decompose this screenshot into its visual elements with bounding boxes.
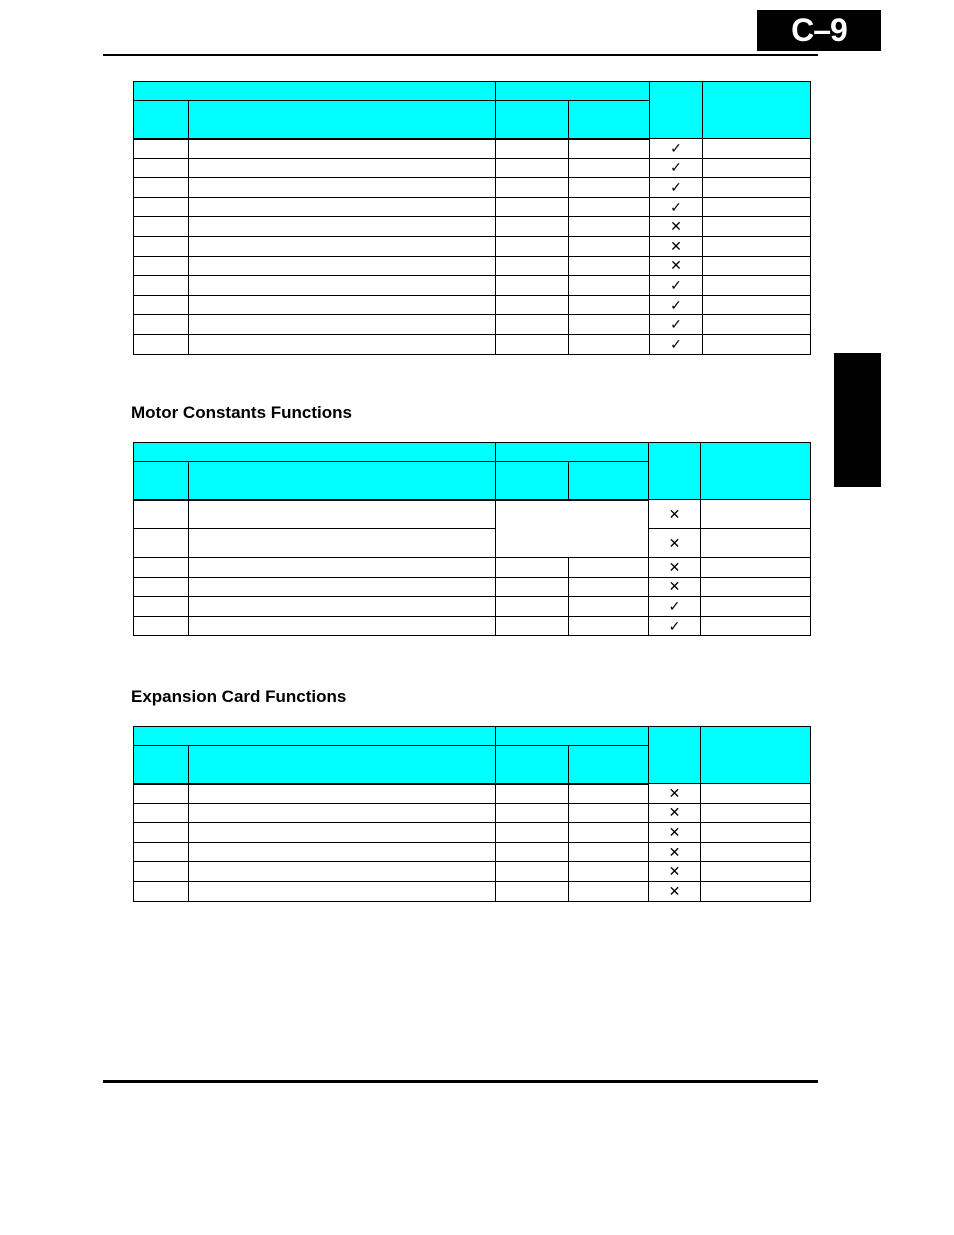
header-cell <box>496 101 569 139</box>
table-row <box>134 529 811 558</box>
header-cell <box>703 82 811 139</box>
table-row <box>134 577 811 597</box>
header-cell <box>189 462 496 500</box>
check-mark-icon: ✓ <box>670 296 682 313</box>
header-cell <box>569 746 649 784</box>
header-cell <box>134 462 189 500</box>
cross-mark-icon: ✕ <box>668 578 681 595</box>
header-cell <box>569 462 649 500</box>
table-row <box>134 803 811 823</box>
header-cell <box>649 727 701 784</box>
table-row <box>134 784 811 804</box>
top-rule <box>103 54 818 56</box>
check-mark-icon: ✓ <box>670 316 682 333</box>
check-mark-icon: ✓ <box>670 139 682 156</box>
header-cell <box>649 443 701 500</box>
section-title-motor-constants: Motor Constants Functions <box>131 403 352 422</box>
header-cell <box>134 727 496 746</box>
table-row <box>134 158 811 178</box>
table-row <box>134 842 811 862</box>
header-cell <box>701 727 811 784</box>
header-cell <box>569 101 650 139</box>
header-cell <box>134 443 496 462</box>
cross-mark-icon: ✕ <box>668 823 681 840</box>
header-cell <box>496 443 649 462</box>
bottom-rule <box>103 1080 818 1083</box>
table-row <box>134 139 811 159</box>
table-row <box>134 616 811 636</box>
chapter-side-tab <box>834 353 881 487</box>
table-row <box>134 500 811 529</box>
cross-mark-icon: ✕ <box>670 218 682 235</box>
table-row <box>134 295 811 315</box>
table-row <box>134 881 811 901</box>
check-mark-icon: ✓ <box>670 178 682 195</box>
check-mark-icon: ✓ <box>670 198 682 215</box>
header-cell <box>496 727 649 746</box>
table-row <box>134 276 811 296</box>
table-header-row <box>134 82 811 101</box>
parameter-table-2 <box>133 442 811 636</box>
cross-mark-icon: ✕ <box>668 804 681 821</box>
cross-mark-icon: ✕ <box>668 558 681 575</box>
cross-mark-icon: ✕ <box>668 505 681 522</box>
cross-mark-icon: ✕ <box>668 882 681 899</box>
section-title-expansion-card: Expansion Card Functions <box>131 687 347 706</box>
cross-mark-icon: ✕ <box>670 257 682 274</box>
header-cell <box>496 82 650 101</box>
table-row <box>134 862 811 882</box>
check-mark-icon: ✓ <box>670 335 682 352</box>
table-header-row <box>134 443 811 462</box>
header-cell <box>496 746 569 784</box>
header-cell <box>189 101 496 139</box>
cross-mark-icon: ✕ <box>668 843 681 860</box>
header-cell <box>189 746 496 784</box>
header-cell <box>650 82 703 139</box>
cross-mark-icon: ✕ <box>670 237 682 254</box>
table-row <box>134 197 811 217</box>
cross-mark-icon: ✕ <box>668 784 681 801</box>
check-mark-icon: ✓ <box>670 276 682 293</box>
header-cell <box>701 443 811 500</box>
check-mark-icon: ✓ <box>668 617 681 634</box>
table-row <box>134 256 811 276</box>
parameter-table-1 <box>133 81 811 355</box>
table-header-row <box>134 727 811 746</box>
header-cell <box>134 101 189 139</box>
table-row <box>134 315 811 335</box>
table-row <box>134 217 811 237</box>
table-row <box>134 597 811 617</box>
cross-mark-icon: ✕ <box>668 863 681 880</box>
check-mark-icon: ✓ <box>668 597 681 614</box>
table-row <box>134 823 811 843</box>
header-cell <box>134 82 496 101</box>
check-mark-icon: ✓ <box>670 159 682 176</box>
header-cell <box>134 746 189 784</box>
cross-mark-icon: ✕ <box>668 534 681 551</box>
parameter-table-3 <box>133 726 811 902</box>
table-row <box>134 178 811 198</box>
table-row <box>134 236 811 256</box>
table-row <box>134 334 811 354</box>
table-row <box>134 558 811 578</box>
page-number-badge: C–9 <box>757 10 881 51</box>
header-cell <box>496 462 569 500</box>
